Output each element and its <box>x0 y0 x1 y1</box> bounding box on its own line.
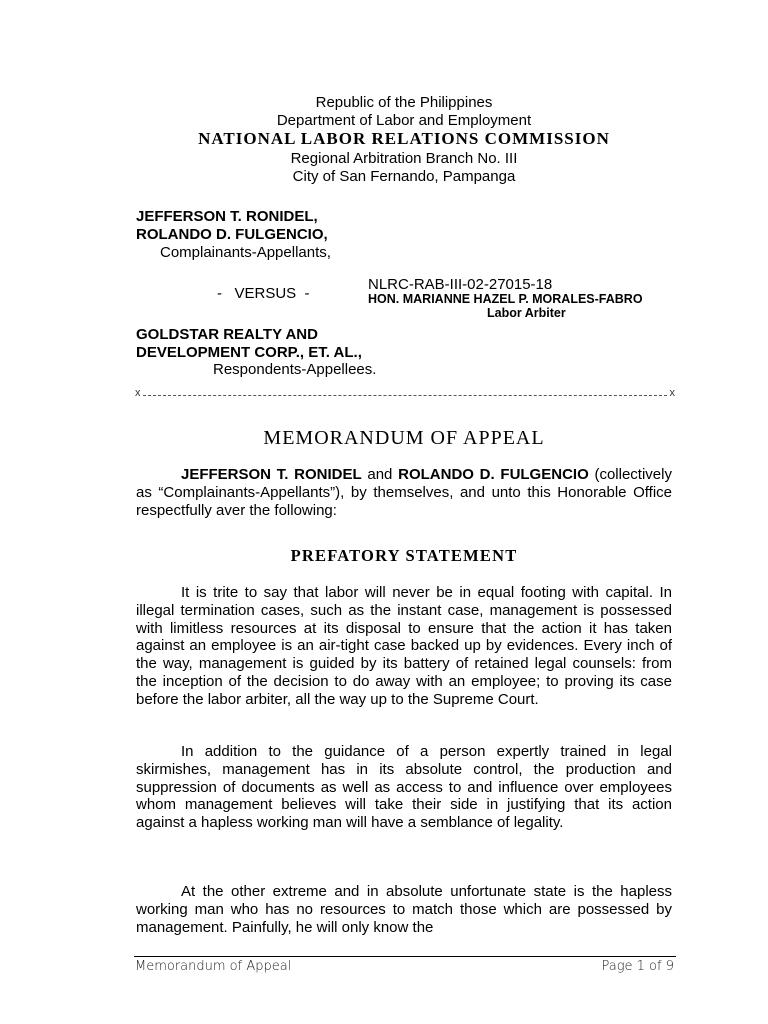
respondent-2: DEVELOPMENT CORP., ET. AL., <box>136 344 362 361</box>
arbiter-title: Labor Arbiter <box>487 306 566 320</box>
header-commission: NATIONAL LABOR RELATIONS COMMISSION <box>198 129 610 148</box>
body-paragraph-2: In addition to the guidance of a person expertly trained in legal skirmishes, management has in its absolute control, the production and suppression of documents as well as access to and influence over employees whom management believes will take their side in justifying that its action against a hapless working man will have a semblance of legality. <box>136 743 672 832</box>
body-paragraph-3: At the other extreme and in absolute unfortunate state is the hapless working man who has no resources to match those which are possessed by management. Painfully, he will only know the <box>136 883 672 936</box>
complainant-role: Complainants-Appellants, <box>160 244 331 261</box>
footer-title: Memorandum of Appeal <box>135 959 292 974</box>
respondent-role: Respondents-Appellees. <box>213 361 377 378</box>
complainant-1: JEFFERSON T. RONIDEL, <box>136 208 318 225</box>
respondent-1: GOLDSTAR REALTY AND <box>136 326 318 343</box>
body-paragraph-1: It is trite to say that labor will never be in equal footing with capital. In illegal termination cases, such as the instant case, management is possessed with limitless resources at its disposal to ensure that the action it has taken against an employee is an air-tight case backed up by evidences. Every inch of the way, management is guided by its battery of retained legal counsels: from the inception of the decision to do away with an employee; to proving its case before the labor arbiter, all the way up to the Supreme Court. <box>136 584 672 708</box>
intro-name-1: JEFFERSON T. RONIDEL <box>181 466 362 483</box>
section-heading: PREFATORY STATEMENT <box>290 546 518 565</box>
header-city: City of San Fernando, Pampanga <box>292 168 516 185</box>
separator-left: x <box>135 387 141 399</box>
intro-paragraph <box>136 466 672 519</box>
separator-line <box>143 395 667 396</box>
case-number: NLRC-RAB-III-02-27015-18 <box>368 276 553 293</box>
header-branch: Regional Arbitration Branch No. III <box>290 150 518 167</box>
header-department: Department of Labor and Employment <box>276 112 532 129</box>
intro-rest: (collectively as “Complainants-Appellants”), by themselves, and unto this Honorable Office respectfully aver the following: <box>136 466 672 519</box>
page-number: Page 1 of 9 <box>601 959 674 974</box>
header-republic: Republic of the Philippines <box>315 94 493 111</box>
versus-label: - VERSUS - <box>217 285 310 302</box>
caption-separator <box>135 387 675 403</box>
document-title: MEMORANDUM OF APPEAL <box>263 427 545 449</box>
footer-rule <box>134 956 676 957</box>
intro-and: and <box>361 466 399 483</box>
arbiter-name: HON. MARIANNE HAZEL P. MORALES-FABRO <box>368 292 643 306</box>
separator-right: x <box>669 387 675 399</box>
complainant-2: ROLANDO D. FULGENCIO, <box>136 226 328 243</box>
intro-name-2: ROLANDO D. FULGENCIO <box>398 466 589 483</box>
